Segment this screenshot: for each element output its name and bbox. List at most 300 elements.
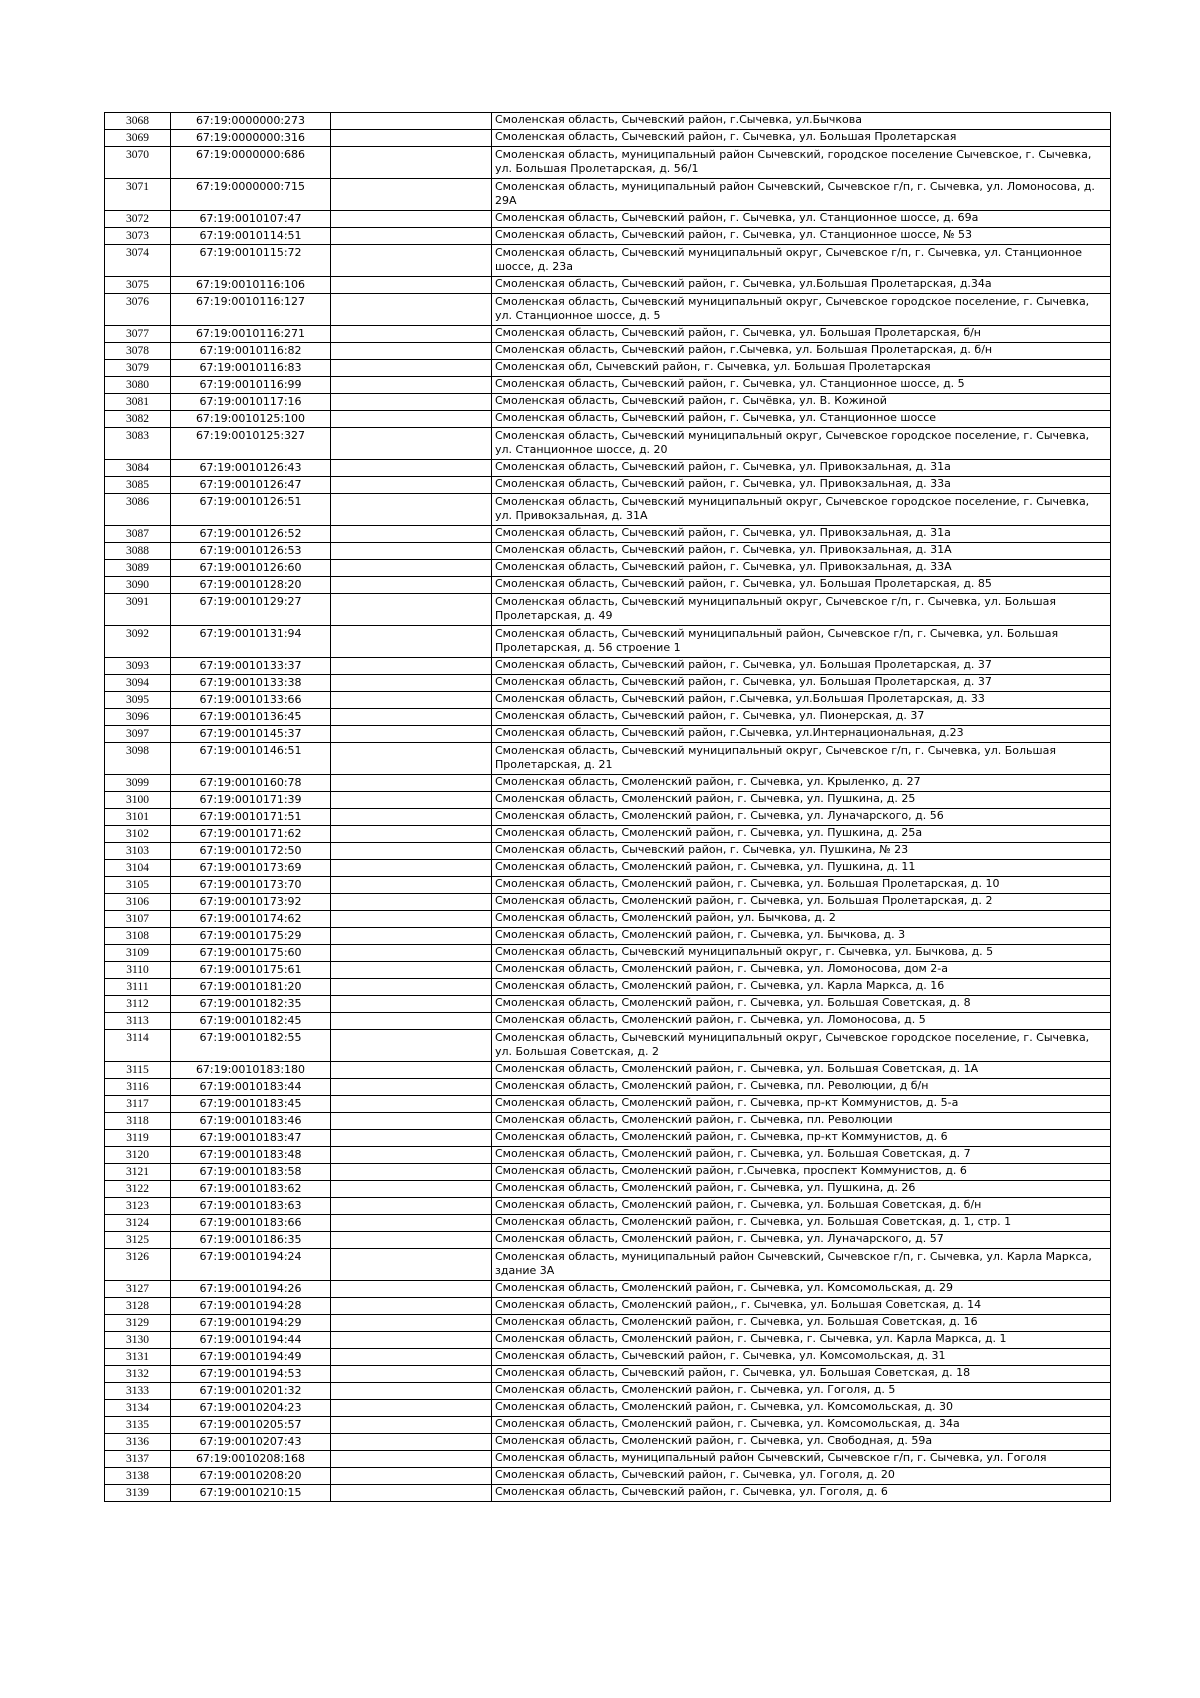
row-number: 3077 (105, 326, 171, 343)
cadastral-number: 67:19:0010146:51 (171, 743, 331, 775)
address-cell: Смоленская область, Смоленский район, г. Сычевка, ул. Комсомольская, д. 29 (492, 1281, 1111, 1298)
table-row (105, 1249, 1111, 1281)
address-cell: Смоленская область, Смоленский район, г. Сычевка, ул. Пушкина, д. 11 (492, 860, 1111, 877)
row-number: 3129 (105, 1315, 171, 1332)
cadastral-number: 67:19:0010171:51 (171, 809, 331, 826)
cadastral-number: 67:19:0010181:20 (171, 979, 331, 996)
document-page (104, 112, 1110, 1502)
cadastral-number: 67:19:0010131:94 (171, 626, 331, 658)
row-number: 3105 (105, 877, 171, 894)
address-cell: Смоленская область, муниципальный район Сычевский, Сычевское г/п, г. Сычевка, ул. Карла Маркса, здание 3А (492, 1249, 1111, 1281)
row-number: 3139 (105, 1485, 171, 1502)
row-number: 3114 (105, 1030, 171, 1062)
empty-cell (331, 245, 492, 277)
table-row (105, 1130, 1111, 1147)
address-cell: Смоленская область, Сычевский район, г. Сычевка, ул. Привокзальная, д. 31А (492, 543, 1111, 560)
empty-cell (331, 911, 492, 928)
cadastral-number: 67:19:0010183:46 (171, 1113, 331, 1130)
address-cell: Смоленская область, Смоленский район, г. Сычевка, ул. Пушкина, д. 25а (492, 826, 1111, 843)
empty-cell (331, 1366, 492, 1383)
cadastral-number: 67:19:0010201:32 (171, 1383, 331, 1400)
empty-cell (331, 1451, 492, 1468)
address-cell: Смоленская область, Смоленский район, г. Сычевка, ул. Луначарского, д. 57 (492, 1232, 1111, 1249)
address-cell: Смоленская область, Смоленский район, г.Сычевка, проспект Коммунистов, д. 6 (492, 1164, 1111, 1181)
cadastral-number: 67:19:0010207:43 (171, 1434, 331, 1451)
row-number: 3098 (105, 743, 171, 775)
cadastral-number: 67:19:0010204:23 (171, 1400, 331, 1417)
table-row (105, 147, 1111, 179)
cadastral-number: 67:19:0010128:20 (171, 577, 331, 594)
row-number: 3073 (105, 228, 171, 245)
row-number: 3070 (105, 147, 171, 179)
row-number: 3135 (105, 1417, 171, 1434)
row-number: 3101 (105, 809, 171, 826)
empty-cell (331, 1130, 492, 1147)
cadastral-number: 67:19:0010174:62 (171, 911, 331, 928)
address-cell: Смоленская область, муниципальный район Сычевский, городское поселение Сычевское, г. Сычевка, ул. Большая Пролетарская, д. 56/1 (492, 147, 1111, 179)
empty-cell (331, 726, 492, 743)
address-cell: Смоленская область, Сычевский район, г. Сычевка, ул. Привокзальная, д. 31а (492, 526, 1111, 543)
empty-cell (331, 428, 492, 460)
cadastral-number: 67:19:0010183:180 (171, 1062, 331, 1079)
row-number: 3072 (105, 211, 171, 228)
empty-cell (331, 326, 492, 343)
cadastral-number: 67:19:0010126:43 (171, 460, 331, 477)
address-cell: Смоленская область, Сычевский муниципальный округ, Сычевское городское поселение, г. Сычевка, ул. Станционное шоссе, д. 5 (492, 294, 1111, 326)
address-cell: Смоленская область, Сычевский муниципальный округ, г. Сычевка, ул. Бычкова, д. 5 (492, 945, 1111, 962)
row-number: 3093 (105, 658, 171, 675)
address-cell: Смоленская область, Смоленский район, г. Сычевка, ул. Большая Советская, д. 7 (492, 1147, 1111, 1164)
empty-cell (331, 996, 492, 1013)
cadastral-number: 67:19:0010210:15 (171, 1485, 331, 1502)
cadastral-number: 67:19:0010208:168 (171, 1451, 331, 1468)
cadastral-number: 67:19:0010117:16 (171, 394, 331, 411)
empty-cell (331, 626, 492, 658)
cadastral-number: 67:19:0010172:50 (171, 843, 331, 860)
row-number: 3091 (105, 594, 171, 626)
empty-cell (331, 877, 492, 894)
empty-cell (331, 577, 492, 594)
address-cell: Смоленская область, Смоленский район, г. Сычевка, ул. Пушкина, д. 26 (492, 1181, 1111, 1198)
cadastral-number: 67:19:0010115:72 (171, 245, 331, 277)
table-row (105, 477, 1111, 494)
row-number: 3086 (105, 494, 171, 526)
empty-cell (331, 658, 492, 675)
address-cell: Смоленская область, Смоленский район, г. Сычевка, ул. Комсомольская, д. 30 (492, 1400, 1111, 1417)
empty-cell (331, 809, 492, 826)
cadastral-number: 67:19:0010173:69 (171, 860, 331, 877)
address-cell: Смоленская область, Сычевский муниципальный район, Сычевское г/п, г. Сычевка, ул. Большая Пролетарская, д. 56 строение 1 (492, 626, 1111, 658)
row-number: 3126 (105, 1249, 171, 1281)
table-row (105, 962, 1111, 979)
table-row (105, 411, 1111, 428)
cadastral-number: 67:19:0010126:51 (171, 494, 331, 526)
cadastral-number: 67:19:0010182:45 (171, 1013, 331, 1030)
address-cell: Смоленская область, Смоленский район, г. Сычевка, ул. Гоголя, д. 5 (492, 1383, 1111, 1400)
cadastral-number: 67:19:0010125:327 (171, 428, 331, 460)
cadastral-number: 67:19:0010171:62 (171, 826, 331, 843)
row-number: 3087 (105, 526, 171, 543)
address-cell: Смоленская область, Смоленский район, г. Сычевка, ул. Большая Советская, д. 8 (492, 996, 1111, 1013)
address-cell: Смоленская область, Смоленский район, г. Сычевка, ул. Крыленко, д. 27 (492, 775, 1111, 792)
cadastral-number: 67:19:0010194:24 (171, 1249, 331, 1281)
empty-cell (331, 1332, 492, 1349)
cadastral-number: 67:19:0010116:83 (171, 360, 331, 377)
cadastral-number: 67:19:0010116:271 (171, 326, 331, 343)
empty-cell (331, 860, 492, 877)
empty-cell (331, 843, 492, 860)
empty-cell (331, 1030, 492, 1062)
address-cell: Смоленская область, Сычевский район, г. Сычевка, ул. Большая Пролетарская (492, 130, 1111, 147)
empty-cell (331, 277, 492, 294)
row-number: 3071 (105, 179, 171, 211)
table-row (105, 1485, 1111, 1502)
table-row (105, 1451, 1111, 1468)
cadastral-number: 67:19:0010116:127 (171, 294, 331, 326)
address-cell: Смоленская область, Сычевский район, г. Сычевка, ул. Привокзальная, д. 31а (492, 460, 1111, 477)
table-row (105, 211, 1111, 228)
cadastral-number: 67:19:0000000:715 (171, 179, 331, 211)
empty-cell (331, 792, 492, 809)
cadastral-number: 67:19:0010183:63 (171, 1198, 331, 1215)
table-row (105, 826, 1111, 843)
cadastral-number: 67:19:0010145:37 (171, 726, 331, 743)
table-row (105, 228, 1111, 245)
empty-cell (331, 1215, 492, 1232)
row-number: 3128 (105, 1298, 171, 1315)
row-number: 3123 (105, 1198, 171, 1215)
address-cell: Смоленская область, Смоленский район, г. Сычевка, ул. Луначарского, д. 56 (492, 809, 1111, 826)
row-number: 3120 (105, 1147, 171, 1164)
empty-cell (331, 211, 492, 228)
table-row (105, 394, 1111, 411)
empty-cell (331, 1164, 492, 1181)
address-cell: Смоленская область, Сычевский район, г. Сычевка, ул.Большая Пролетарская, д.34а (492, 277, 1111, 294)
empty-cell (331, 675, 492, 692)
cadastral-number: 67:19:0010182:55 (171, 1030, 331, 1062)
address-cell: Смоленская область, Сычевский район, г. Сычевка, ул. Большая Пролетарская, д. 37 (492, 658, 1111, 675)
cadastral-number: 67:19:0010183:48 (171, 1147, 331, 1164)
row-number: 3125 (105, 1232, 171, 1249)
address-cell: Смоленская область, Сычевский район, г. Сычевка, ул. Привокзальная, д. 33А (492, 560, 1111, 577)
table-row (105, 1181, 1111, 1198)
row-number: 3084 (105, 460, 171, 477)
row-number: 3116 (105, 1079, 171, 1096)
address-cell: Смоленская область, Сычевский район, г. Сычевка, ул. Большая Пролетарская, б/н (492, 326, 1111, 343)
address-cell: Смоленская область, Сычевский район, г. Сычевка, ул. Большая Советская, д. 18 (492, 1366, 1111, 1383)
table-row (105, 809, 1111, 826)
address-cell: Смоленская область, Смоленский район, г. Сычевка, пр-кт Коммунистов, д. 6 (492, 1130, 1111, 1147)
cadastral-number: 67:19:0010183:66 (171, 1215, 331, 1232)
cadastral-number: 67:19:0010194:28 (171, 1298, 331, 1315)
cadastral-number: 67:19:0000000:316 (171, 130, 331, 147)
row-number: 3068 (105, 113, 171, 130)
row-number: 3127 (105, 1281, 171, 1298)
table-row (105, 1062, 1111, 1079)
address-cell: Смоленская область, Смоленский район, г. Сычевка, ул. Большая Пролетарская, д. 2 (492, 894, 1111, 911)
table-row (105, 658, 1111, 675)
empty-cell (331, 709, 492, 726)
empty-cell (331, 1232, 492, 1249)
row-number: 3124 (105, 1215, 171, 1232)
empty-cell (331, 394, 492, 411)
address-cell: Смоленская область, Смоленский район, г. Сычевка, пл. Революции (492, 1113, 1111, 1130)
address-cell: Смоленская область, Смоленский район, г. Сычевка, ул. Большая Советская, д. 1А (492, 1062, 1111, 1079)
address-cell: Смоленская область, муниципальный район Сычевский, Сычевское г/п, г. Сычевка, ул. Ломоносова, д. 29А (492, 179, 1111, 211)
property-table-body (105, 113, 1111, 1502)
address-cell: Смоленская область, Смоленский район, г. Сычевка, ул. Пушкина, д. 25 (492, 792, 1111, 809)
table-row (105, 526, 1111, 543)
table-row (105, 460, 1111, 477)
cadastral-number: 67:19:0000000:686 (171, 147, 331, 179)
empty-cell (331, 1181, 492, 1198)
table-row (105, 1417, 1111, 1434)
row-number: 3115 (105, 1062, 171, 1079)
address-cell: Смоленская область, Сычевский район, г. Сычевка, ул. Станционное шоссе, № 53 (492, 228, 1111, 245)
table-row (105, 130, 1111, 147)
cadastral-number: 67:19:0010183:44 (171, 1079, 331, 1096)
table-row (105, 726, 1111, 743)
empty-cell (331, 1400, 492, 1417)
table-row (105, 945, 1111, 962)
cadastral-number: 67:19:0010126:52 (171, 526, 331, 543)
cadastral-number: 67:19:0010126:53 (171, 543, 331, 560)
row-number: 3131 (105, 1349, 171, 1366)
empty-cell (331, 1013, 492, 1030)
cadastral-number: 67:19:0010136:45 (171, 709, 331, 726)
row-number: 3108 (105, 928, 171, 945)
property-table (104, 112, 1111, 1502)
table-row (105, 360, 1111, 377)
row-number: 3074 (105, 245, 171, 277)
row-number: 3100 (105, 792, 171, 809)
row-number: 3132 (105, 1366, 171, 1383)
cadastral-number: 67:19:0010194:53 (171, 1366, 331, 1383)
row-number: 3083 (105, 428, 171, 460)
address-cell: Смоленская область, Сычевский район, г.Сычевка, ул.Бычкова (492, 113, 1111, 130)
row-number: 3110 (105, 962, 171, 979)
cadastral-number: 67:19:0010183:58 (171, 1164, 331, 1181)
empty-cell (331, 477, 492, 494)
address-cell: Смоленская область, Сычевский муниципальный округ, Сычевское городское поселение, г. Сычевка, ул. Большая Советская, д. 2 (492, 1030, 1111, 1062)
cadastral-number: 67:19:0010126:60 (171, 560, 331, 577)
cadastral-number: 67:19:0010194:49 (171, 1349, 331, 1366)
empty-cell (331, 1281, 492, 1298)
cadastral-number: 67:19:0010208:20 (171, 1468, 331, 1485)
empty-cell (331, 113, 492, 130)
address-cell: Смоленская область, муниципальный район Сычевский, Сычевское г/п, г. Сычевка, ул. Гоголя (492, 1451, 1111, 1468)
table-row (105, 1147, 1111, 1164)
empty-cell (331, 377, 492, 394)
address-cell: Смоленская область, Сычевский район, г. Сычевка, ул. Привокзальная, д. 33а (492, 477, 1111, 494)
row-number: 3104 (105, 860, 171, 877)
table-row (105, 1468, 1111, 1485)
row-number: 3089 (105, 560, 171, 577)
row-number: 3106 (105, 894, 171, 911)
cadastral-number: 67:19:0010194:44 (171, 1332, 331, 1349)
row-number: 3075 (105, 277, 171, 294)
table-row (105, 877, 1111, 894)
address-cell: Смоленская область, Сычевский муниципальный округ, Сычевское городское поселение, г. Сычевка, ул. Станционное шоссе, д. 20 (492, 428, 1111, 460)
address-cell: Смоленская область, Смоленский район, г. Сычевка, ул. Большая Советская, д. б/н (492, 1198, 1111, 1215)
row-number: 3134 (105, 1400, 171, 1417)
row-number: 3137 (105, 1451, 171, 1468)
cadastral-number: 67:19:0010175:61 (171, 962, 331, 979)
empty-cell (331, 775, 492, 792)
empty-cell (331, 147, 492, 179)
table-row (105, 1113, 1111, 1130)
table-row (105, 543, 1111, 560)
empty-cell (331, 1249, 492, 1281)
address-cell: Смоленская область, Сычевский район, г.Сычевка, ул.Интернациональная, д.23 (492, 726, 1111, 743)
row-number: 3099 (105, 775, 171, 792)
cadastral-number: 67:19:0010116:82 (171, 343, 331, 360)
table-row (105, 1349, 1111, 1366)
empty-cell (331, 979, 492, 996)
table-row (105, 1281, 1111, 1298)
table-row (105, 1198, 1111, 1215)
cadastral-number: 67:19:0010173:70 (171, 877, 331, 894)
table-row (105, 1434, 1111, 1451)
row-number: 3095 (105, 692, 171, 709)
row-number: 3138 (105, 1468, 171, 1485)
row-number: 3078 (105, 343, 171, 360)
address-cell: Смоленская область, Сычевский район, г. Сычевка, ул. Комсомольская, д. 31 (492, 1349, 1111, 1366)
empty-cell (331, 1096, 492, 1113)
address-cell: Смоленская область, Смоленский район, г. Сычевка, г. Сычевка, ул. Карла Маркса, д. 1 (492, 1332, 1111, 1349)
table-row (105, 894, 1111, 911)
address-cell: Смоленская область, Смоленский район, г. Сычевка, ул. Большая Советская, д. 16 (492, 1315, 1111, 1332)
empty-cell (331, 494, 492, 526)
address-cell: Смоленская область, Сычевский район, г. Сычевка, ул. Пионерская, д. 37 (492, 709, 1111, 726)
row-number: 3081 (105, 394, 171, 411)
table-row (105, 1013, 1111, 1030)
cadastral-number: 67:19:0010125:100 (171, 411, 331, 428)
address-cell: Смоленская область, Смоленский район, г. Сычевка, ул. Ломоносова, д. 5 (492, 1013, 1111, 1030)
cadastral-number: 67:19:0010175:60 (171, 945, 331, 962)
empty-cell (331, 1298, 492, 1315)
empty-cell (331, 1113, 492, 1130)
row-number: 3119 (105, 1130, 171, 1147)
table-row (105, 377, 1111, 394)
empty-cell (331, 1079, 492, 1096)
empty-cell (331, 928, 492, 945)
table-row (105, 428, 1111, 460)
table-row (105, 843, 1111, 860)
table-row (105, 996, 1111, 1013)
empty-cell (331, 411, 492, 428)
table-row (105, 911, 1111, 928)
empty-cell (331, 594, 492, 626)
address-cell: Смоленская область, Смоленский район, г. Сычевка, пр-кт Коммунистов, д. 5-а (492, 1096, 1111, 1113)
row-number: 3122 (105, 1181, 171, 1198)
cadastral-number: 67:19:0010116:99 (171, 377, 331, 394)
table-row (105, 343, 1111, 360)
cadastral-number: 67:19:0000000:273 (171, 113, 331, 130)
cadastral-number: 67:19:0010175:29 (171, 928, 331, 945)
empty-cell (331, 460, 492, 477)
row-number: 3102 (105, 826, 171, 843)
empty-cell (331, 692, 492, 709)
table-row (105, 743, 1111, 775)
cadastral-number: 67:19:0010205:57 (171, 1417, 331, 1434)
address-cell: Смоленская область, Смоленский район, г. Сычевка, ул. Большая Пролетарская, д. 10 (492, 877, 1111, 894)
table-row (105, 1298, 1111, 1315)
empty-cell (331, 343, 492, 360)
address-cell: Смоленская область, Смоленский район, г. Сычевка, ул. Ломоносова, дом 2-а (492, 962, 1111, 979)
row-number: 3107 (105, 911, 171, 928)
table-row (105, 1332, 1111, 1349)
address-cell: Смоленская область, Сычевский район, г. Сычевка, ул. Станционное шоссе (492, 411, 1111, 428)
empty-cell (331, 543, 492, 560)
row-number: 3090 (105, 577, 171, 594)
table-row (105, 1164, 1111, 1181)
row-number: 3112 (105, 996, 171, 1013)
empty-cell (331, 294, 492, 326)
table-row (105, 692, 1111, 709)
row-number: 3080 (105, 377, 171, 394)
row-number: 3076 (105, 294, 171, 326)
table-row (105, 326, 1111, 343)
cadastral-number: 67:19:0010182:35 (171, 996, 331, 1013)
address-cell: Смоленская область, Сычевский район, г. Сычевка, ул. Пушкина, № 23 (492, 843, 1111, 860)
address-cell: Смоленская область, Смоленский район, г. Сычевка, ул. Карла Маркса, д. 16 (492, 979, 1111, 996)
address-cell: Смоленская область, Сычевский район, г.Сычевка, ул.Большая Пролетарская, д. 33 (492, 692, 1111, 709)
address-cell: Смоленская область, Сычевский муниципальный округ, Сычевское г/п, г. Сычевка, ул. Большая Пролетарская, д. 49 (492, 594, 1111, 626)
address-cell: Смоленская область, Сычевский район, г.Сычевка, ул. Большая Пролетарская, д. б/н (492, 343, 1111, 360)
table-row (105, 626, 1111, 658)
cadastral-number: 67:19:0010129:27 (171, 594, 331, 626)
row-number: 3130 (105, 1332, 171, 1349)
empty-cell (331, 945, 492, 962)
table-row (105, 1215, 1111, 1232)
table-row (105, 1096, 1111, 1113)
table-row (105, 1366, 1111, 1383)
empty-cell (331, 962, 492, 979)
row-number: 3096 (105, 709, 171, 726)
row-number: 3136 (105, 1434, 171, 1451)
cadastral-number: 67:19:0010171:39 (171, 792, 331, 809)
table-row (105, 928, 1111, 945)
empty-cell (331, 228, 492, 245)
empty-cell (331, 1315, 492, 1332)
address-cell: Смоленская область, Сычевский муниципальный округ, Сычевское городское поселение, г. Сычевка, ул. Привокзальная, д. 31А (492, 494, 1111, 526)
row-number: 3121 (105, 1164, 171, 1181)
address-cell: Смоленская область, Сычевский район, г. Сычевка, ул. Станционное шоссе, д. 5 (492, 377, 1111, 394)
table-row (105, 792, 1111, 809)
row-number: 3103 (105, 843, 171, 860)
cadastral-number: 67:19:0010186:35 (171, 1232, 331, 1249)
empty-cell (331, 1062, 492, 1079)
row-number: 3111 (105, 979, 171, 996)
cadastral-number: 67:19:0010183:45 (171, 1096, 331, 1113)
row-number: 3109 (105, 945, 171, 962)
row-number: 3117 (105, 1096, 171, 1113)
address-cell: Смоленская область, Смоленский район, г. Сычевка, ул. Свободная, д. 59а (492, 1434, 1111, 1451)
address-cell: Смоленская обл, Сычевский район, г. Сычевка, ул. Большая Пролетарская (492, 360, 1111, 377)
row-number: 3069 (105, 130, 171, 147)
table-row (105, 594, 1111, 626)
table-row (105, 675, 1111, 692)
table-row (105, 1315, 1111, 1332)
cadastral-number: 67:19:0010194:26 (171, 1281, 331, 1298)
empty-cell (331, 1485, 492, 1502)
address-cell: Смоленская область, Смоленский район, г. Сычевка, пл. Революции, д б/н (492, 1079, 1111, 1096)
table-row (105, 1400, 1111, 1417)
table-row (105, 560, 1111, 577)
empty-cell (331, 1147, 492, 1164)
address-cell: Смоленская область, Сычевский район, г. Сычевка, ул. Большая Пролетарская, д. 85 (492, 577, 1111, 594)
